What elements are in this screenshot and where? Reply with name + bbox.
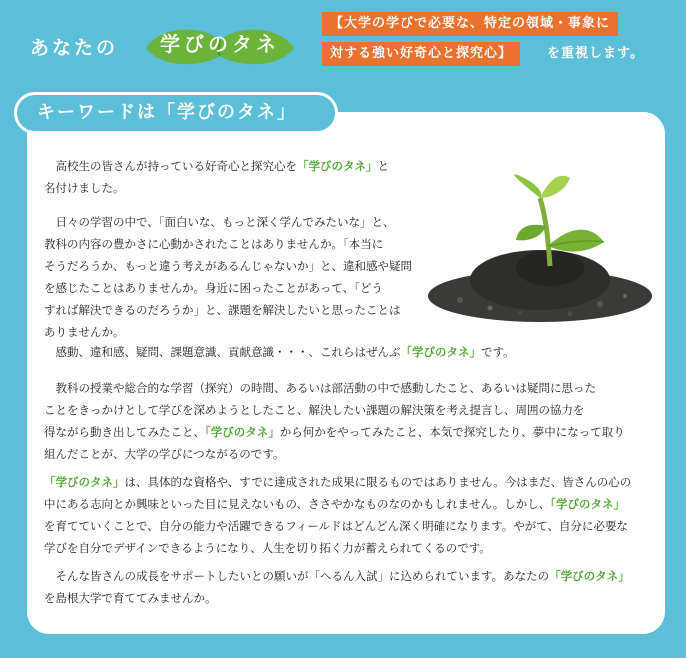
paragraph-line <box>44 377 625 399</box>
text-segment: 得ながら動き出してみたこと、 <box>44 425 205 439</box>
text-segment: 中にある志向とか興味といった目に見えないもの、ささやかなものなのかもしれません。しかし、 <box>44 497 551 511</box>
paragraph-line <box>44 155 389 177</box>
text-segment: そうだろうか、もっと違う考えがあるんじゃないか」と、違和感や疑問 <box>44 259 412 273</box>
leaf-badge <box>140 22 300 72</box>
paragraph-line <box>44 341 515 363</box>
text-segment: 名付けました。 <box>44 181 125 195</box>
highlight-keyword: 「学びのタネ」 <box>44 475 125 489</box>
text-segment: すれば解決できるのだろうか」と、課題を解決したいと思ったことは <box>44 303 401 317</box>
banner-tail: を重視します。 <box>547 46 644 61</box>
text-segment: 高校生の皆さんが持っている好奇心と探究心を <box>44 159 297 173</box>
keyword-title: キーワードは「学びのタネ」 <box>14 92 338 134</box>
paragraph-line <box>44 493 631 515</box>
paragraph-line <box>44 233 412 255</box>
paragraph-line <box>44 587 630 609</box>
header-prefix: あなたの <box>30 37 119 59</box>
paragraph-line <box>44 211 412 233</box>
paragraph-4 <box>44 377 625 465</box>
text-segment: 学びを自分でデザインできるようになり、人生を切り拓く力が蓄えられてくるのです。 <box>44 541 491 555</box>
text-segment: と <box>377 159 389 173</box>
paragraph-line <box>44 443 625 465</box>
paragraph-line <box>44 299 412 321</box>
paragraph-2 <box>44 211 412 343</box>
paragraph-line <box>44 321 412 343</box>
paragraph-line <box>44 471 631 493</box>
plant-image <box>420 168 660 338</box>
highlight-keyword: 「学びのタネ」 <box>550 497 625 511</box>
text-segment: 感動、違和感、疑問、課題意識、貢献意識・・・、これらはぜんぶ <box>44 345 401 359</box>
paragraph-line <box>44 565 630 587</box>
text-segment: そんな皆さんの成長をサポートしたいとの願いが「へるん入試」に込められています。あなたの <box>44 569 550 583</box>
paragraph-6 <box>44 565 630 609</box>
seedling-icon <box>420 168 660 338</box>
paragraph-line <box>44 537 631 559</box>
paragraph-5 <box>44 471 631 559</box>
paragraph-1 <box>44 155 389 199</box>
highlight-keyword: 「学びのタネ」 <box>549 569 630 583</box>
paragraph-3 <box>44 341 515 363</box>
highlight-keyword: 「学びのタネ」 <box>400 345 481 359</box>
highlight-keyword: 「学びのタネ」 <box>297 159 378 173</box>
text-segment: を感じたことはありませんか。身近に困ったことがあって、「どう <box>44 281 383 295</box>
banner-line-1: 【大学の学びで必要な、特定の領域・事象に <box>322 12 618 36</box>
paragraph-line <box>44 277 412 299</box>
text-segment: ありませんか。 <box>44 325 125 339</box>
paragraph-line <box>44 515 631 537</box>
text-segment: です。 <box>481 345 515 359</box>
text-segment: を育てていくことで、自分の能力や活躍できるフィールドはどんどん深く明確になります。やがて、自分に必要な <box>44 519 628 533</box>
text-segment: から何かをやってみたこと、本気で探究したり、夢中になって取り <box>279 425 625 439</box>
text-segment: 日々の学習の中で、「面白いな、もっと深く学んでみたいな」と、 <box>44 215 395 229</box>
paragraph-line <box>44 421 625 443</box>
text-segment: 組んだことが、大学の学びにつながるのです。 <box>44 447 285 461</box>
badge-label: 学びのタネ <box>160 32 280 56</box>
banner-line-2: 対する強い好奇心と探究心】 <box>322 42 520 66</box>
text-segment: 教科の授業や総合的な学習（探究）の時間、あるいは部活動の中で感動したこと、あるいは疑問に思った <box>44 381 596 395</box>
paragraph-line <box>44 177 389 199</box>
paragraph-line <box>44 399 625 421</box>
highlight-keyword: 「学びのタネ」 <box>205 425 280 439</box>
text-segment: を島根大学で育ててみませんか。 <box>44 591 217 605</box>
text-segment: ことをきっかけとして学びを深めようとしたこと、解決したい課題の解決策を考え提言し、周囲の協力を <box>44 403 585 417</box>
text-segment: は、具体的な資格や、すでに達成された成果に限るものではありません。今はまだ、皆さんの心の <box>124 475 632 489</box>
text-segment: 教科の内容の豊かさに心動かされたことはありませんか。「本当に <box>44 237 384 251</box>
paragraph-line <box>44 255 412 277</box>
